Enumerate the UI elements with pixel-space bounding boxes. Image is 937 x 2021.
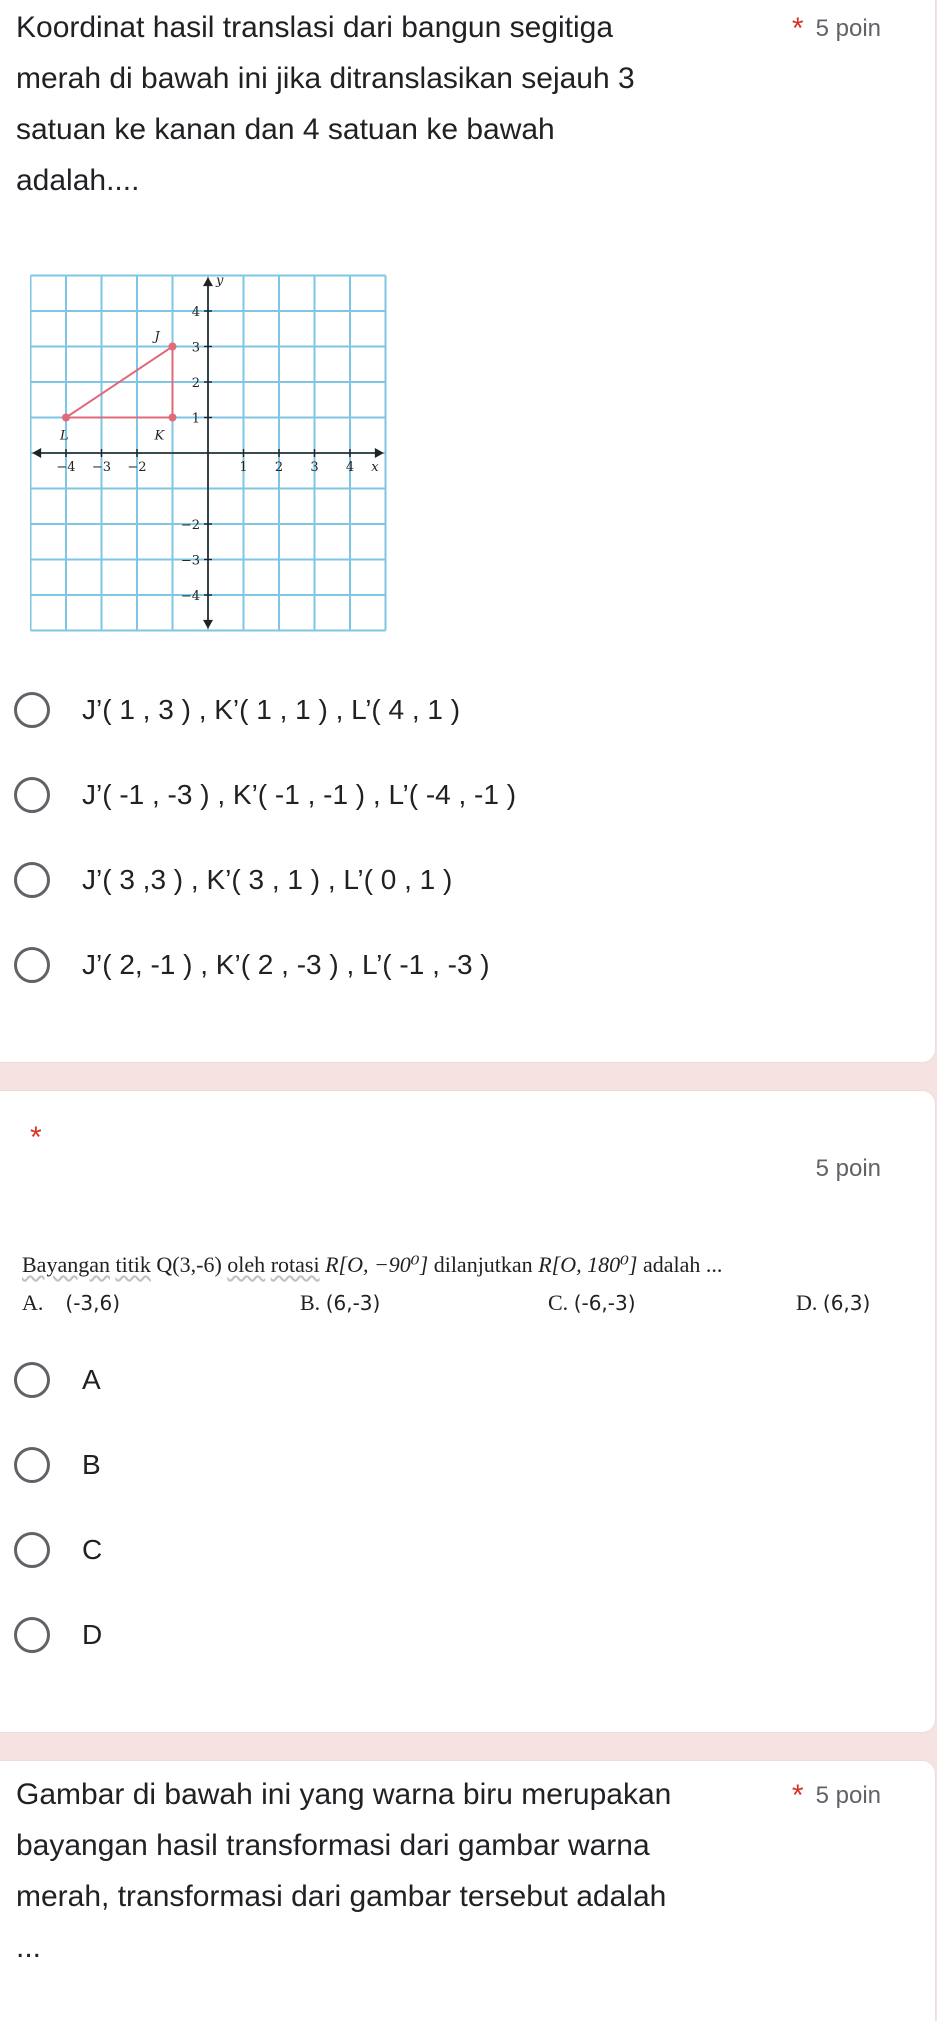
radio-button[interactable] [14, 692, 50, 728]
option-label: J’( -1 , -3 ) , K’( -1 , -1 ) , L’( -4 , -1 ) [82, 779, 517, 810]
triangle-vertex-l [62, 414, 70, 422]
y-axis-arrow-down [203, 620, 213, 629]
x-axis-label: x [371, 460, 379, 475]
question-word: adalah ... [642, 1252, 723, 1277]
vertex-label-k: K [154, 428, 165, 444]
question-title-line: merah di bawah ini jika ditranslasikan sejauh 3 [16, 62, 635, 95]
points-indicator [792, 1777, 881, 1811]
option-2[interactable] [14, 773, 516, 817]
option-1[interactable] [14, 688, 460, 732]
choice-value: (6,-3) [325, 1291, 381, 1315]
choice-b [300, 1290, 380, 1316]
question-word: dilanjutkan [433, 1252, 533, 1277]
question-title-line: adalah.... [16, 164, 140, 197]
option-label: A [82, 1364, 101, 1395]
question-word: titik [115, 1252, 151, 1277]
option-4[interactable] [14, 943, 490, 987]
question-title-line: Koordinat hasil translasi dari bangun segitiga [16, 11, 614, 44]
choice-letter: C. [548, 1290, 569, 1315]
vertex-label-j: J [154, 329, 160, 345]
question-title [16, 1769, 756, 1973]
radio-button[interactable] [14, 1617, 50, 1653]
choice-letter: D. [796, 1290, 818, 1315]
radio-button[interactable] [14, 777, 50, 813]
question-card-3 [0, 1760, 936, 2021]
coordinate-graph-image [30, 272, 392, 634]
x-axis-arrow-left [32, 448, 41, 458]
choice-d [796, 1290, 870, 1316]
question-title-line: satuan ke kanan dan 4 satuan ke bawah [16, 113, 555, 146]
choice-letter: A. [22, 1290, 44, 1315]
option-c[interactable] [14, 1528, 102, 1572]
x-tick-label: 3 [310, 460, 319, 475]
question-title-line: ... [16, 1931, 42, 1964]
radio-button[interactable] [14, 1532, 50, 1568]
choice-a [22, 1290, 120, 1316]
triangle-vertex-k [169, 414, 177, 422]
rotation-1: R[O, −90⁰] [325, 1252, 429, 1277]
y-tick-label: 2 [191, 376, 200, 391]
question-word: Bayangan [22, 1252, 110, 1277]
y-axis-arrow-up [203, 277, 213, 286]
required-asterisk: * [30, 1121, 42, 1154]
coordinate-graph [30, 272, 392, 634]
option-label: C [82, 1534, 103, 1565]
question-title-line: merah, transformasi dari gambar tersebut adalah [16, 1880, 667, 1913]
choice-value: (-3,6) [65, 1291, 121, 1315]
x-tick-label: 2 [274, 460, 284, 475]
option-label: B [82, 1449, 101, 1480]
choice-value: (6,3) [822, 1291, 871, 1315]
y-tick-label: 4 [191, 305, 200, 320]
points-label: 5 poin [815, 1782, 881, 1809]
option-3[interactable] [14, 858, 452, 902]
x-axis-arrow-right [375, 448, 384, 458]
rotation-2: R[O, 180⁰] [538, 1252, 638, 1277]
y-axis-label: y [216, 273, 224, 289]
radio-button[interactable] [14, 1362, 50, 1398]
radio-button[interactable] [14, 862, 50, 898]
choice-c [548, 1290, 636, 1316]
option-label: J’( 3 ,3 ) , K’( 3 , 1 ) , L’( 0 , 1 ) [82, 864, 453, 895]
y-tick-label: −2 [180, 518, 200, 533]
points-label: 5 poin [815, 15, 881, 42]
question-point: Q(3,-6) [156, 1252, 222, 1277]
option-d[interactable] [14, 1613, 102, 1657]
option-label: J’( 1 , 3 ) , K’( 1 , 1 ) , L’( 4 , 1 ) [82, 694, 461, 725]
x-tick-label: 4 [345, 460, 355, 475]
option-label: J’( 2, -1 ) , K’( 2 , -3 ) , L’( -1 , -3 ) [82, 949, 490, 980]
option-a[interactable] [14, 1358, 101, 1402]
choice-value: (-6,-3) [573, 1291, 636, 1315]
vertex-label-l: L [60, 428, 69, 444]
option-b[interactable] [14, 1443, 101, 1487]
points-indicator [792, 10, 881, 44]
points-label: 5 poin [815, 1155, 881, 1182]
y-tick-label: −3 [180, 553, 200, 569]
required-asterisk: * [791, 1779, 804, 1812]
option-label: D [82, 1619, 103, 1650]
radio-button[interactable] [14, 947, 50, 983]
radio-button[interactable] [14, 1447, 50, 1483]
y-tick-label: −4 [180, 589, 200, 604]
question-word: rotasi [270, 1252, 320, 1277]
choice-letter: B. [300, 1290, 321, 1315]
question-title-line: bayangan hasil transformasi dari gambar warna [16, 1829, 650, 1862]
x-tick-label: −2 [127, 460, 147, 475]
y-tick-label: 1 [191, 411, 200, 427]
question-title [16, 2, 756, 206]
x-tick-label: 1 [239, 460, 248, 475]
question-image-text [22, 1252, 882, 1278]
x-tick-label: −4 [56, 460, 76, 475]
y-tick-label: 3 [191, 340, 200, 356]
question-word: oleh [227, 1252, 266, 1277]
x-tick-label: −3 [91, 460, 112, 475]
required-asterisk: * [791, 12, 804, 45]
question-card-2 [0, 1090, 936, 1733]
triangle-vertex-j [169, 343, 177, 351]
question-title-line: Gambar di bawah ini yang warna biru merupakan [16, 1778, 672, 1811]
